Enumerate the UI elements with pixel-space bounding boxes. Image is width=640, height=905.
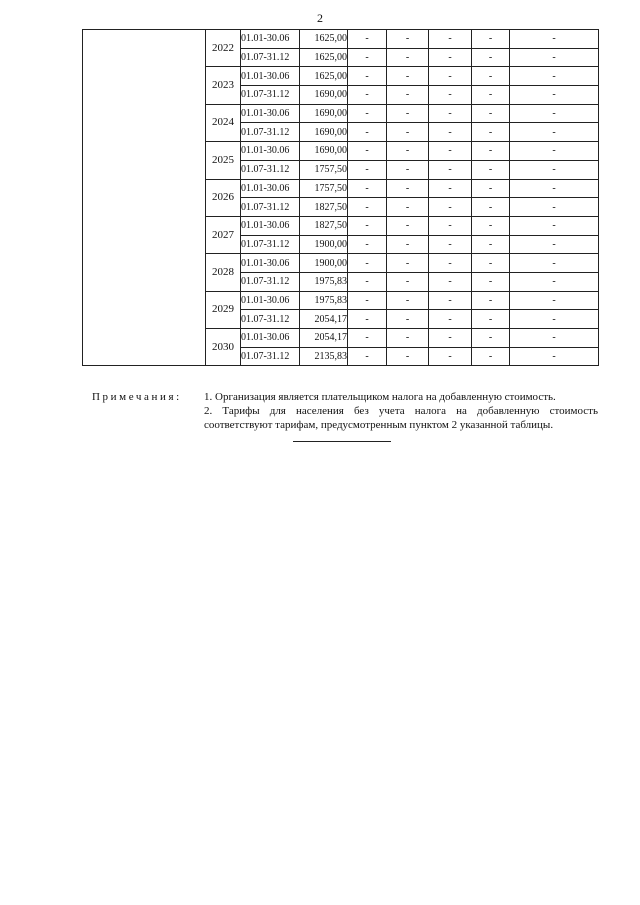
empty-value-cell: -	[510, 216, 599, 235]
empty-value-cell: -	[472, 291, 510, 310]
empty-value-cell: -	[472, 48, 510, 67]
empty-value-cell: -	[387, 67, 429, 86]
tariff-value-cell: 1900,00	[300, 235, 348, 254]
empty-value-cell: -	[348, 142, 387, 161]
empty-value-cell: -	[387, 160, 429, 179]
tariff-value-cell: 1625,00	[300, 48, 348, 67]
tariff-value-cell: 1757,50	[300, 160, 348, 179]
empty-value-cell: -	[510, 329, 599, 348]
tariff-value-cell: 1975,83	[300, 272, 348, 291]
empty-value-cell: -	[429, 254, 472, 273]
empty-value-cell: -	[348, 86, 387, 105]
empty-value-cell: -	[387, 179, 429, 198]
empty-value-cell: -	[348, 179, 387, 198]
empty-value-cell: -	[387, 142, 429, 161]
period-cell: 01.01-30.06	[241, 104, 300, 123]
period-cell: 01.01-30.06	[241, 329, 300, 348]
empty-value-cell: -	[387, 86, 429, 105]
empty-value-cell: -	[348, 310, 387, 329]
empty-value-cell: -	[472, 160, 510, 179]
tariff-table	[82, 29, 599, 366]
year-cell: 2028	[206, 254, 241, 291]
empty-value-cell: -	[348, 347, 387, 366]
tariff-value-cell: 1757,50	[300, 179, 348, 198]
empty-value-cell: -	[429, 291, 472, 310]
empty-value-cell: -	[348, 123, 387, 142]
empty-value-cell: -	[472, 142, 510, 161]
empty-value-cell: -	[429, 198, 472, 217]
tariff-value-cell: 1690,00	[300, 86, 348, 105]
empty-value-cell: -	[429, 67, 472, 86]
tariff-value-cell: 1690,00	[300, 142, 348, 161]
empty-value-cell: -	[348, 104, 387, 123]
empty-value-cell: -	[429, 310, 472, 329]
empty-value-cell: -	[387, 310, 429, 329]
tariff-value-cell: 2054,17	[300, 310, 348, 329]
note-item: 2. Тарифы для населения без учета налога на добавленную стоимость соответствуют тарифам, предусмотренным пунктом 2 указанной таблицы.	[204, 405, 598, 431]
empty-value-cell: -	[472, 123, 510, 142]
empty-value-cell: -	[472, 86, 510, 105]
tariff-value-cell: 1975,83	[300, 291, 348, 310]
empty-value-cell: -	[387, 104, 429, 123]
empty-value-cell: -	[387, 272, 429, 291]
empty-value-cell: -	[510, 104, 599, 123]
period-cell: 01.07-31.12	[241, 123, 300, 142]
empty-value-cell: -	[387, 216, 429, 235]
empty-value-cell: -	[472, 104, 510, 123]
tariff-value-cell: 2135,83	[300, 347, 348, 366]
year-cell: 2025	[206, 142, 241, 179]
empty-value-cell: -	[472, 216, 510, 235]
period-cell: 01.01-30.06	[241, 216, 300, 235]
empty-value-cell: -	[348, 291, 387, 310]
empty-value-cell: -	[510, 347, 599, 366]
year-cell: 2024	[206, 104, 241, 141]
period-cell: 01.07-31.12	[241, 198, 300, 217]
empty-value-cell: -	[472, 179, 510, 198]
period-cell: 01.07-31.12	[241, 48, 300, 67]
empty-value-cell: -	[429, 272, 472, 291]
end-of-document-line	[293, 441, 391, 442]
period-cell: 01.07-31.12	[241, 347, 300, 366]
empty-value-cell: -	[429, 216, 472, 235]
year-cell: 2026	[206, 179, 241, 216]
tariff-value-cell: 1625,00	[300, 67, 348, 86]
empty-value-cell: -	[429, 160, 472, 179]
empty-value-cell: -	[429, 235, 472, 254]
empty-value-cell: -	[510, 235, 599, 254]
empty-value-cell: -	[510, 291, 599, 310]
empty-value-cell: -	[510, 160, 599, 179]
tariff-value-cell: 1827,50	[300, 216, 348, 235]
empty-value-cell: -	[387, 329, 429, 348]
empty-value-cell: -	[472, 272, 510, 291]
empty-value-cell: -	[510, 86, 599, 105]
empty-value-cell: -	[510, 272, 599, 291]
empty-value-cell: -	[472, 329, 510, 348]
note-item: 1. Организация является плательщиком налога на добавленную стоимость.	[204, 391, 556, 403]
organization-cell	[83, 30, 206, 366]
empty-value-cell: -	[348, 329, 387, 348]
empty-value-cell: -	[387, 30, 429, 49]
empty-value-cell: -	[429, 329, 472, 348]
period-cell: 01.07-31.12	[241, 86, 300, 105]
empty-value-cell: -	[348, 160, 387, 179]
empty-value-cell: -	[348, 48, 387, 67]
empty-value-cell: -	[472, 347, 510, 366]
period-cell: 01.01-30.06	[241, 67, 300, 86]
tariff-value-cell: 2054,17	[300, 329, 348, 348]
empty-value-cell: -	[348, 30, 387, 49]
empty-value-cell: -	[429, 104, 472, 123]
tariff-value-cell: 1690,00	[300, 123, 348, 142]
year-cell: 2022	[206, 30, 241, 67]
empty-value-cell: -	[510, 310, 599, 329]
period-cell: 01.01-30.06	[241, 179, 300, 198]
empty-value-cell: -	[348, 216, 387, 235]
empty-value-cell: -	[387, 48, 429, 67]
empty-value-cell: -	[387, 347, 429, 366]
year-cell: 2027	[206, 216, 241, 253]
empty-value-cell: -	[348, 272, 387, 291]
empty-value-cell: -	[510, 48, 599, 67]
empty-value-cell: -	[510, 179, 599, 198]
empty-value-cell: -	[429, 142, 472, 161]
empty-value-cell: -	[348, 254, 387, 273]
empty-value-cell: -	[387, 123, 429, 142]
empty-value-cell: -	[472, 310, 510, 329]
year-cell: 2023	[206, 67, 241, 104]
empty-value-cell: -	[387, 291, 429, 310]
tariff-value-cell: 1827,50	[300, 198, 348, 217]
tariff-value-cell: 1625,00	[300, 30, 348, 49]
period-cell: 01.01-30.06	[241, 142, 300, 161]
empty-value-cell: -	[387, 254, 429, 273]
empty-value-cell: -	[387, 198, 429, 217]
table-row	[83, 30, 599, 49]
empty-value-cell: -	[429, 123, 472, 142]
empty-value-cell: -	[510, 67, 599, 86]
period-cell: 01.07-31.12	[241, 272, 300, 291]
empty-value-cell: -	[429, 347, 472, 366]
year-cell: 2029	[206, 291, 241, 328]
empty-value-cell: -	[472, 254, 510, 273]
empty-value-cell: -	[472, 198, 510, 217]
empty-value-cell: -	[429, 30, 472, 49]
period-cell: 01.01-30.06	[241, 291, 300, 310]
empty-value-cell: -	[429, 48, 472, 67]
page-number: 2	[317, 11, 323, 25]
empty-value-cell: -	[510, 254, 599, 273]
empty-value-cell: -	[429, 86, 472, 105]
empty-value-cell: -	[429, 179, 472, 198]
empty-value-cell: -	[348, 235, 387, 254]
tariff-value-cell: 1900,00	[300, 254, 348, 273]
period-cell: 01.07-31.12	[241, 160, 300, 179]
empty-value-cell: -	[472, 67, 510, 86]
empty-value-cell: -	[510, 30, 599, 49]
notes-label: Примечания:	[92, 391, 182, 403]
tariff-value-cell: 1690,00	[300, 104, 348, 123]
empty-value-cell: -	[472, 30, 510, 49]
empty-value-cell: -	[472, 235, 510, 254]
empty-value-cell: -	[348, 67, 387, 86]
empty-value-cell: -	[510, 198, 599, 217]
year-cell: 2030	[206, 329, 241, 366]
empty-value-cell: -	[348, 198, 387, 217]
empty-value-cell: -	[387, 235, 429, 254]
empty-value-cell: -	[510, 142, 599, 161]
period-cell: 01.01-30.06	[241, 30, 300, 49]
period-cell: 01.07-31.12	[241, 235, 300, 254]
period-cell: 01.01-30.06	[241, 254, 300, 273]
period-cell: 01.07-31.12	[241, 310, 300, 329]
notes-list	[204, 390, 598, 432]
empty-value-cell: -	[510, 123, 599, 142]
